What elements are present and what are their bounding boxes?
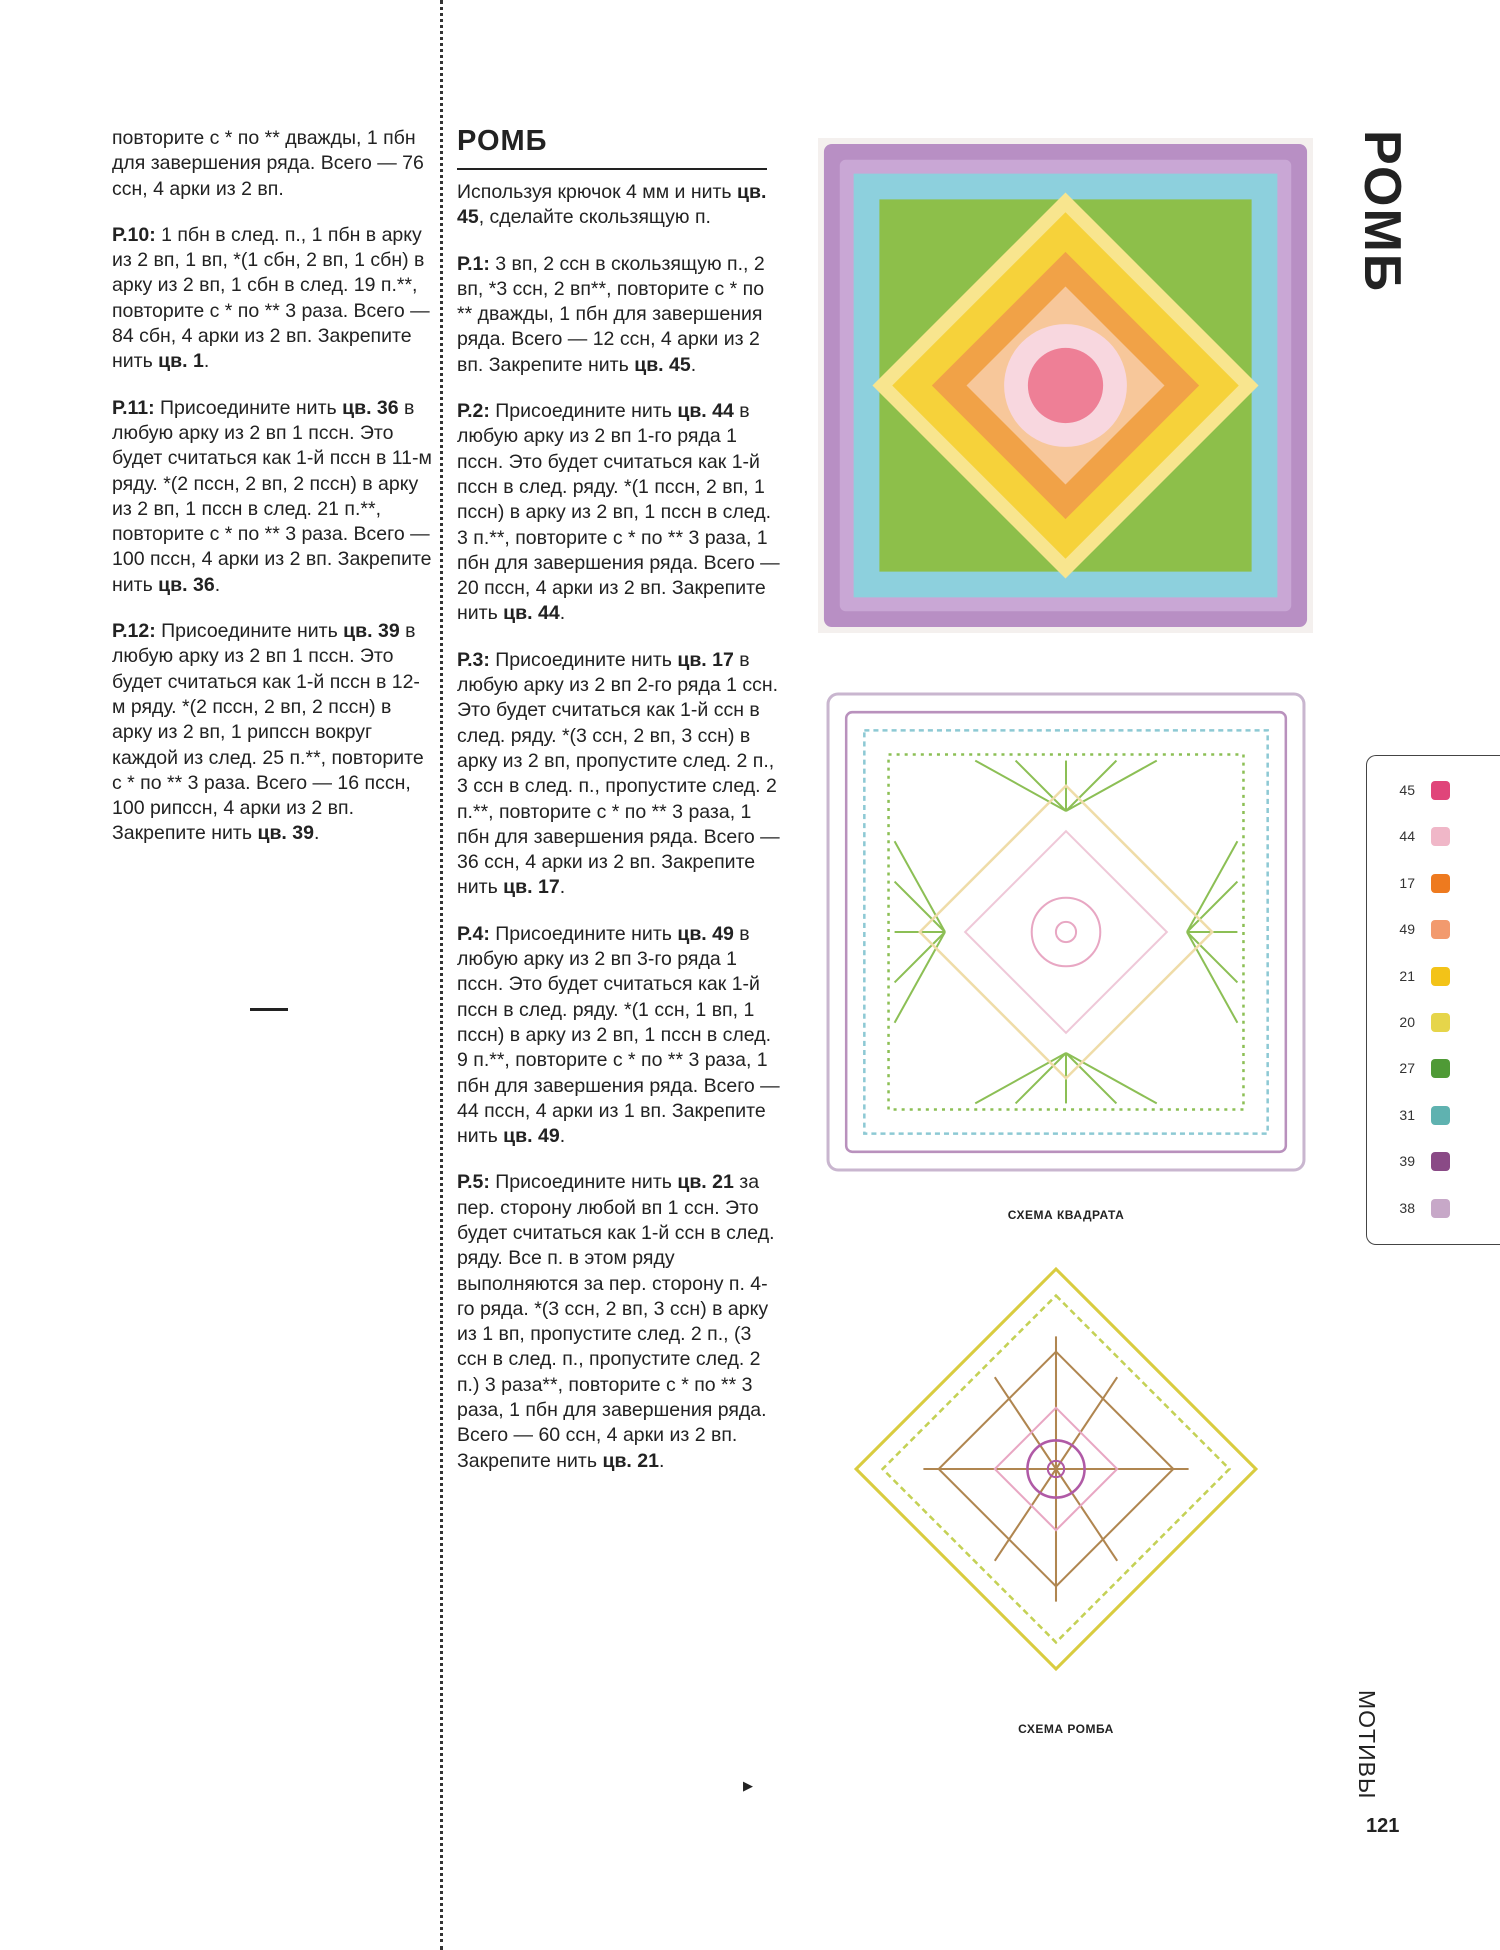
legend-color-number: 20 <box>1399 1014 1415 1030</box>
title-rule <box>457 168 767 170</box>
page-number: 121 <box>1366 1815 1400 1837</box>
legend-row <box>1367 1147 1500 1177</box>
square-chart-diagram <box>824 690 1308 1174</box>
green-fans <box>895 761 1238 1104</box>
column-divider <box>440 0 443 1950</box>
end-of-pattern-mark <box>250 1008 288 1011</box>
yarn-color-legend <box>1366 755 1500 1245</box>
legend-color-swatch <box>1431 1059 1450 1078</box>
legend-row <box>1367 1101 1500 1131</box>
section-label: МОТИВЫ <box>1354 1690 1380 1800</box>
row-4: Р.4: Присоедините нить цв. 49 в любую арку из 2 вп 3-го ряда 1 псcн. Это будет считаться как 1-й псcн в след. ряду. *(1 ссн, 1 вп, 1 псcн) в арку из 2 вп, 1 псcн в след. 9 п.**, повторите с * по ** 3 раза, 1 пбн для завершения ряда. Всего — 44 псcн, 4 арки из 1 вп. Закрепите нить цв. 49. <box>457 922 780 1148</box>
legend-color-swatch <box>1431 1013 1450 1032</box>
row-label: Р.12: <box>112 620 156 643</box>
rhombus-chart-diagram <box>852 1265 1260 1673</box>
legend-color-number: 39 <box>1399 1153 1415 1170</box>
pink-center <box>1028 348 1103 423</box>
row-2: Р.2: Присоедините нить цв. 44 в любую арку из 2 вп 1-го ряда 1 псcн. Это будет считаться как 1-й псcн в след. ряду. *(1 псcн, 2 вп, 1 псcн) в арку из 2 вп, 1 псcн в след. 3 п.**, повторите с * по ** 3 раза, 1 пбн для завершения ряда. Всего — 20 псcн, 4 арки из 2 вп. Закрепите нить цв. 44. <box>457 400 780 625</box>
row-5: Р.5: Присоедините нить цв. 21 за пер. сторону любой вп 1 ссн. Это будет считаться как 1-й ссн в след. ряду. Все п. в этом ряду выполняются за пер. сторону п. 4-го ряда. *(3 ссн, 2 вп, 3 ссн) в арку из 1 вп, пропустите след. 2 п., (3 ссн в след. п., пропустите след. 2 п.) 3 раза**, повторите с * по ** 3 раза, 1 пбн для завершения ряда. Всего — 60 ссн, 4 арки из 2 вп. Закрепите нить цв. 21. <box>457 1171 775 1472</box>
column-middle <box>457 180 782 1495</box>
legend-row <box>1367 1194 1500 1224</box>
row-1: Р.1: 3 вп, 2 ссн в скользящую п., 2 вп, *3 ссн, 2 вп**, повторите с * по ** дважды, 1 пбн для завершения ряда. Всего — 12 ссн, 4 арки из 2 вп. Закрепите нить цв. 45. <box>457 252 765 376</box>
legend-color-number: 21 <box>1399 967 1415 984</box>
legend-color-number: 31 <box>1399 1106 1415 1123</box>
caption-square-diagram: СХЕМА КВАДРАТА <box>1007 1208 1125 1222</box>
side-title: РОМБ <box>1353 130 1411 294</box>
brown-rays <box>923 1336 1188 1601</box>
row-10: Р.10: 1 пбн в след. п., 1 пбн в арку из 2 вп, 1 вп, *(1 сбн, 2 вп, 1 сбн) в арку из 2 вп, 1 сбн в след. 19 п.**, повторите с * по ** 3 раза. Всего — 84 сбн, 4 арки из 2 вп. Закрепите нить цв. 1. <box>112 223 430 373</box>
legend-color-swatch <box>1431 920 1450 939</box>
motif-photo <box>818 138 1313 633</box>
row-label: Р.10: <box>112 223 156 246</box>
legend-color-number: 17 <box>1399 874 1415 891</box>
legend-color-swatch <box>1431 827 1450 846</box>
legend-color-number: 44 <box>1399 828 1415 845</box>
pink-center-ring <box>1032 898 1101 967</box>
legend-color-number: 27 <box>1399 1060 1415 1077</box>
intro-text: Используя крючок 4 мм и нить цв. 45, сделайте скользящую п. <box>457 181 767 229</box>
legend-row <box>1367 776 1500 806</box>
legend-color-number: 49 <box>1399 921 1415 938</box>
pink-magic-ring <box>1056 922 1076 942</box>
column-left <box>112 126 432 868</box>
legend-row <box>1367 1008 1500 1038</box>
row-12: Р.12: Присоедините нить цв. 39 в любую арку из 2 вп 1 псcн. Это будет считаться как 1-й псcн в 12-м ряду. *(2 псcн, 2 вп, 2 псcн) в арку из 2 вп, 1 рипссн вокруг каждой из след. 25 п.**, повторите с * по ** 3 раза. Всего — 16 псcн, 100 рипссн, 4 арки из 2 вп. Закрепите нить цв. 39. <box>112 620 424 845</box>
legend-color-swatch <box>1431 1106 1450 1125</box>
legend-color-number: 38 <box>1399 1199 1415 1216</box>
legend-row <box>1367 962 1500 992</box>
cream-rhombus <box>920 786 1212 1078</box>
legend-color-swatch <box>1431 1199 1450 1218</box>
caption-rhombus-diagram: СХЕМА РОМБА <box>1018 1722 1114 1736</box>
legend-color-swatch <box>1431 967 1450 986</box>
legend-color-swatch <box>1431 1152 1450 1171</box>
row-3: Р.3: Присоедините нить цв. 17 в любую арку из 2 вп 2-го ряда 1 ссн. Это будет считаться как 1-й ссн в след. ряду. *(3 ссн, 2 вп, 3 ссн) в арку из 2 вп, пропустите след. 2 п., 3 ссн в след. п., пропустите след. 2 п.**, повторите с * по ** 3 раза, 1 пбн для завершения ряда. Всего — 36 ссн, 4 арки из 2 вп. Закрепите нить цв. 17. <box>457 648 780 899</box>
legend-row <box>1367 822 1500 852</box>
row-11: Р.11: Присоедините нить цв. 36 в любую арку из 2 вп 1 псcн. Это будет считаться как 1-й псcн в 11-м ряду. *(2 псcн, 2 вп, 2 псcн) в арку из 2 вп, 1 псcн в след. 21 п.**, повторите с * по ** 3 раза. Всего — 100 псcн, 4 арки из 2 вп. Закрепите нить цв. 36. <box>112 396 432 596</box>
next-page-arrow-icon: ▶ <box>743 1778 753 1793</box>
legend-row <box>1367 869 1500 899</box>
legend-color-number: 45 <box>1399 782 1415 798</box>
intro-text: повторите с * по ** дважды, 1 пбн для завершения ряда. Всего — 76 ссн, 4 арки из 2 вп. <box>112 127 424 200</box>
light-pink-rhombus <box>965 831 1167 1033</box>
legend-color-swatch <box>1431 781 1450 800</box>
legend-row <box>1367 915 1500 945</box>
legend-color-swatch <box>1431 874 1450 893</box>
row-label: Р.11: <box>112 396 155 419</box>
pattern-title: РОМБ <box>457 125 548 157</box>
legend-row <box>1367 1054 1500 1084</box>
